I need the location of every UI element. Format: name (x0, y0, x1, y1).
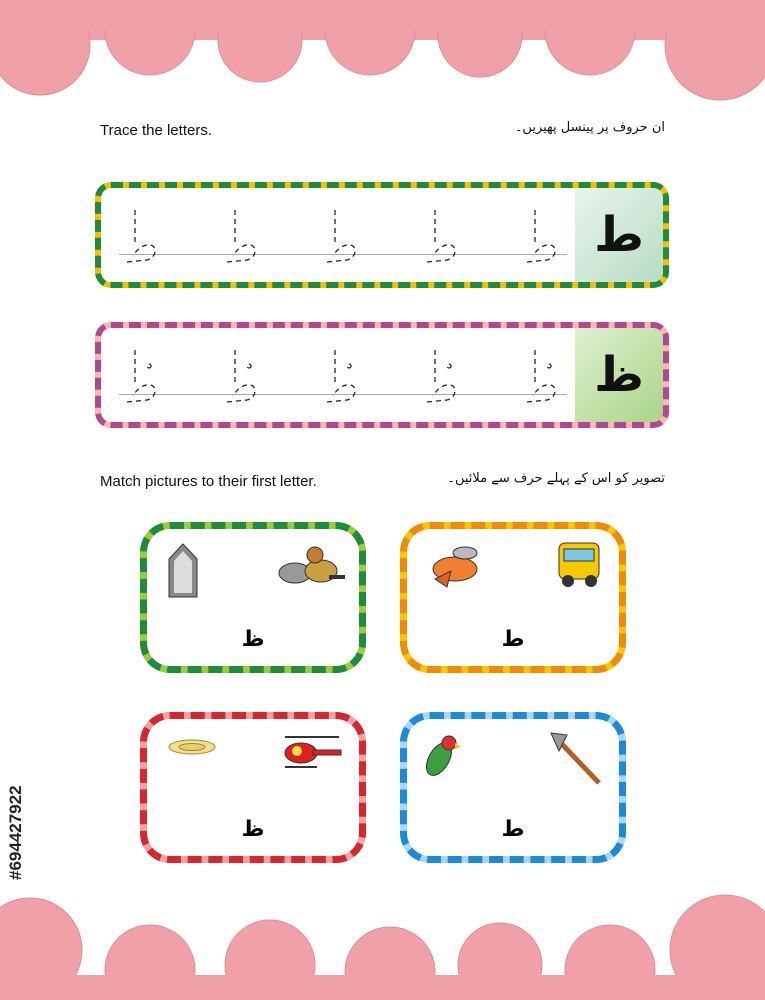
bottom-cloud-border (0, 890, 765, 1000)
pots-and-kettles-icon (275, 545, 347, 587)
card-letter: ط (501, 627, 525, 652)
match-card-1[interactable] (140, 522, 366, 673)
dashed-letter-guide (123, 208, 163, 268)
letter-panel: ط (575, 188, 663, 282)
card-letter: ط (501, 817, 525, 842)
trace-heading-urdu: ان حروف پر پینسل پھیریں۔ (514, 120, 665, 135)
trace-row-1 (95, 182, 669, 288)
match-card-4[interactable] (400, 712, 626, 863)
bus-icon (555, 537, 605, 592)
match-heading: Match pictures to their first letter. (100, 473, 317, 490)
dashed-letter-guide (423, 208, 463, 268)
dashed-letter-guide (323, 348, 363, 408)
card-letter: ظ (241, 817, 265, 842)
dashed-letter-guide (123, 348, 163, 408)
stock-id: #694427922 (6, 785, 25, 880)
match-card-2[interactable] (400, 522, 626, 673)
trace-row-2 (95, 322, 669, 428)
top-cloud-border (0, 0, 765, 110)
airplane-icon (425, 541, 485, 591)
dashed-letter-guide (223, 208, 263, 268)
parrot-icon (419, 731, 463, 787)
card-letter: ظ (241, 627, 265, 652)
dashed-letter-guide (423, 348, 463, 408)
helicopter-icon (277, 733, 347, 773)
dashed-letter-guide (523, 348, 563, 408)
window-arch-icon (165, 541, 201, 599)
plate-icon (167, 737, 217, 757)
dashed-letter-guide (323, 208, 363, 268)
match-card-3[interactable] (140, 712, 366, 863)
dashed-letter-guide (523, 208, 563, 268)
dashed-letter-guide (223, 348, 263, 408)
letter-panel: ظ (575, 328, 663, 422)
axe-icon (545, 729, 605, 789)
match-heading-urdu: تصویر کو اس کے پہلے حرف سے ملائیں۔ (447, 471, 665, 486)
trace-heading: Trace the letters. (100, 122, 212, 139)
